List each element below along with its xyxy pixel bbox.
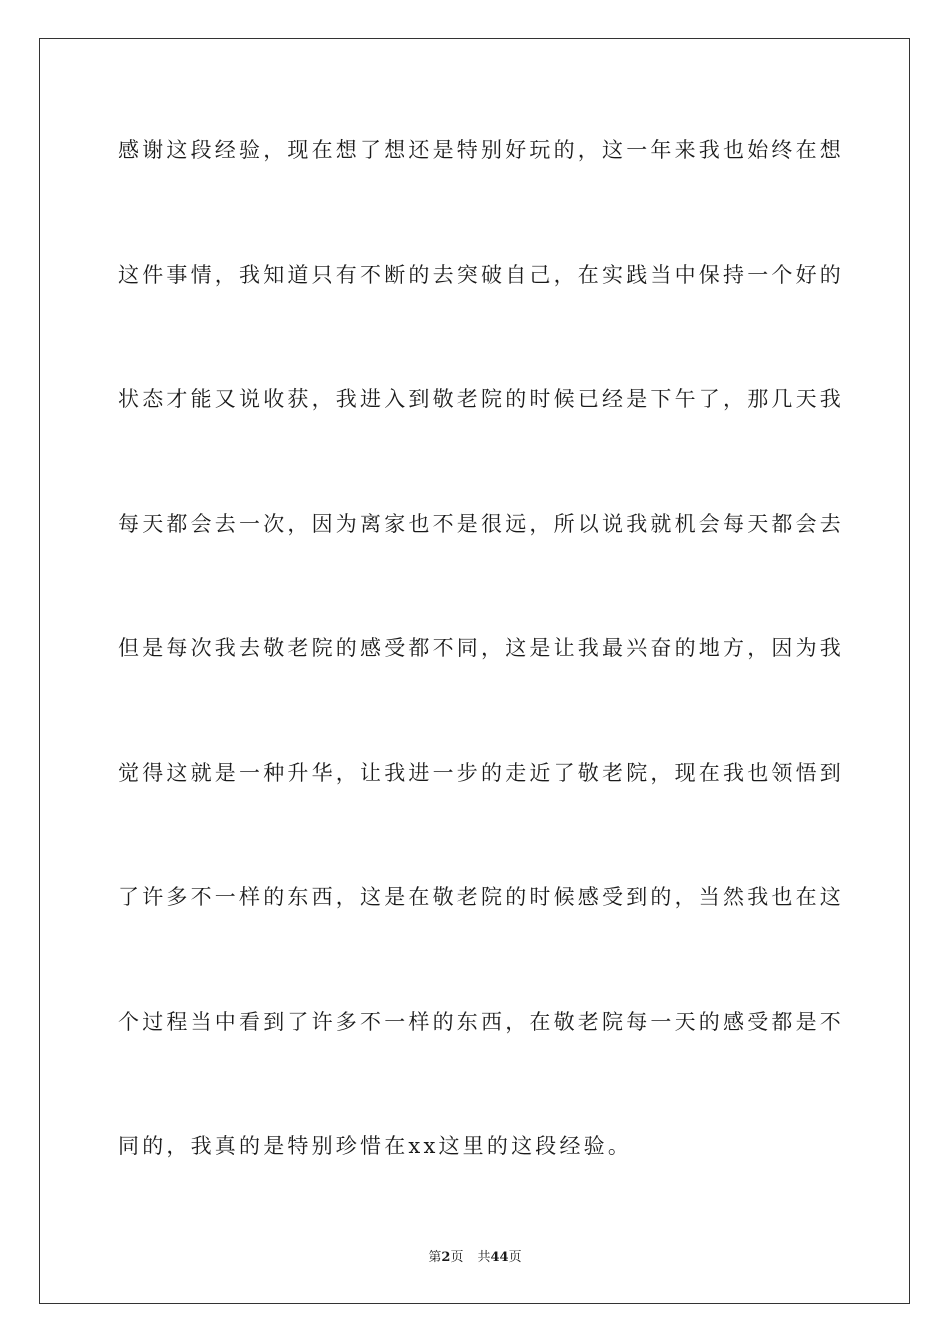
body-text	[118, 128, 844, 1249]
total-suffix: 页	[508, 1250, 522, 1265]
page-suffix: 页	[450, 1250, 464, 1265]
total-pages-number: 44	[490, 1250, 509, 1265]
text-line: 每天都会去一次，因为离家也不是很远，所以说我就机会每天都会去	[118, 511, 844, 536]
current-page-number: 2	[441, 1250, 451, 1265]
text-line: 这件事情，我知道只有不断的去突破自己，在实践当中保持一个好的	[118, 262, 844, 287]
text-line: 了许多不一样的东西，这是在敬老院的时候感受到的，当然我也在这	[118, 885, 844, 909]
text-line: 同的，我真的是特别珍惜在xx这里的这段经验。	[118, 1134, 633, 1158]
text-line: 感谢这段经验，现在想了想还是特别好玩的，这一年来我也始终在想	[118, 138, 844, 162]
text-line: 状态才能又说收获，我进入到敬老院的时候已经是下午了，那几天我	[118, 387, 844, 411]
total-prefix: 共	[477, 1250, 491, 1265]
page-prefix: 第	[428, 1250, 442, 1265]
text-line: 但是每次我去敬老院的感受都不同，这是让我最兴奋的地方，因为我	[118, 636, 844, 660]
text-line: 觉得这就是一种升华，让我进一步的走近了敬老院，现在我也领悟到	[118, 760, 844, 785]
text-line: 个过程当中看到了许多不一样的东西，在敬老院每一天的感受都是不	[118, 1009, 844, 1034]
page-footer	[0, 1246, 950, 1265]
